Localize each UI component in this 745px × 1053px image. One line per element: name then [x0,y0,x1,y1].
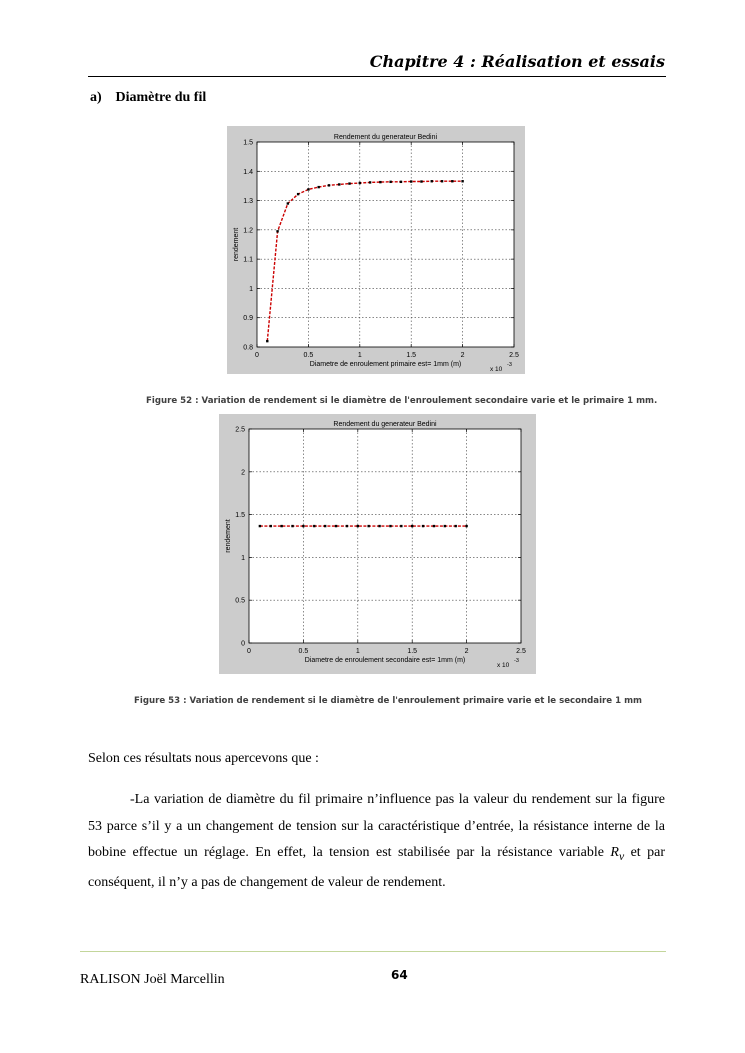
y-tick-label: 1.5 [235,512,245,520]
data-point [369,181,371,183]
data-point [444,525,446,527]
var-subscript: v [618,849,625,863]
x-tick-label: 1 [357,352,362,359]
figure-52-chart [227,126,525,374]
data-point [259,525,261,527]
data-point [465,525,467,527]
data-point [335,525,337,527]
data-point [455,525,457,527]
data-point [280,525,282,527]
data-point [433,525,435,527]
y-tick-label: 0.8 [243,344,253,352]
data-point [324,525,326,527]
x-tick-label: 2.5 [516,648,526,655]
x-tick-label: 1.5 [407,648,418,655]
data-point [410,180,412,182]
x-tick-label: 1 [355,648,360,655]
x-tick-label: 2 [460,352,465,359]
data-point [422,525,424,527]
y-tick-label: 1 [249,285,253,293]
y-tick-label: 2.5 [235,426,245,434]
data-point [441,180,443,182]
x-multiplier-exponent: -3 [514,658,519,664]
footer-author: RALISON Joël Marcellin [80,972,225,987]
data-point [291,525,293,527]
chart-title: Rendement du generateur Bedini [333,421,437,428]
y-axis-label: rendement [233,227,240,262]
data-point [389,525,391,527]
data-point [338,183,340,185]
y-tick-label: 1.2 [243,227,253,235]
data-point [307,188,309,190]
data-point [359,182,361,184]
data-point [461,180,463,182]
x-tick-label: 2 [464,648,469,655]
x-tick-label: 0.5 [298,648,309,655]
data-point [266,340,268,342]
data-point [411,525,413,527]
chart-1-svg [227,126,525,374]
data-point [348,182,350,184]
section-label: a) [90,90,102,105]
plot-area [249,429,521,643]
page-header-title: Chapitre 4 : Réalisation et essais [369,52,665,71]
data-point [367,525,369,527]
data-point [317,186,319,188]
footer-divider [80,951,666,952]
y-tick-label: 1.5 [243,139,253,147]
data-point [297,193,299,195]
y-tick-label: 2 [241,469,245,477]
y-tick-label: 1.3 [243,198,253,206]
data-point [346,525,348,527]
x-tick-label: 2.5 [509,352,519,359]
data-point [451,180,453,182]
page-number: 64 [391,968,408,982]
paragraph-text-end: et par conséquent, il n’y a pas de changement de valeur de rendement. [88,845,665,891]
y-tick-label: 0.9 [243,315,253,323]
data-point [378,525,380,527]
data-point [313,525,315,527]
x-tick-label: 1.5 [406,352,417,359]
chart-title: Rendement du generateur Bedini [333,134,438,141]
paragraph-text-start: -La variation de diamètre du fil primaire n’influence pas la valeur du rendement sur la figure 53 parce s’il y a un changement de tension sur la caractéristique d’entrée, la résistance interne de la bobine effectue un réglage. En effet, la tension est stabilisée par la résistance variable [88,792,665,860]
data-point [420,180,422,182]
data-point [276,230,278,232]
x-multiplier-exponent: -3 [507,362,512,368]
y-tick-label: 0.5 [235,597,245,605]
x-multiplier-label: x 10 [497,662,510,669]
resistance-variable-symbol [610,845,625,863]
y-tick-label: 1.4 [243,168,253,176]
section-heading [90,90,206,106]
x-tick-label: 0.5 [303,352,314,359]
plot-area [257,142,514,347]
x-multiplier-label: x 10 [490,366,503,373]
data-point [400,181,402,183]
chart-2-svg [219,414,536,674]
data-point [389,181,391,183]
header-divider [88,76,666,77]
y-tick-label: 0 [241,640,245,648]
figure-53-chart [219,414,536,674]
x-axis-label: Diametre de enroulement primaire est= 1mm (m) [309,361,462,368]
data-point [270,525,272,527]
x-axis-label: Diametre de enroulement secondaire est= 1mm (m) [304,657,466,664]
data-point [287,202,289,204]
y-axis-label: rendement [225,519,232,553]
body-paragraph [88,787,665,897]
data-point [379,181,381,183]
data-point [400,525,402,527]
figure-52-caption: Figure 52 : Variation de rendement si le diamètre de l'enroulement secondaire varie et le primaire 1 mm. [146,396,658,406]
body-intro: Selon ces résultats nous apercevons que : [88,751,319,766]
data-point [328,184,330,186]
data-point [431,180,433,182]
x-tick-label: 0 [247,648,251,655]
section-title: Diamètre du fil [115,90,207,105]
x-tick-label: 0 [255,352,259,359]
var-symbol: R [610,845,619,860]
y-tick-label: 1.1 [243,256,253,264]
figure-53-caption: Figure 53 : Variation de rendement si le diamètre de l'enroulement primaire varie et le secondaire 1 mm [134,696,642,706]
data-point [302,525,304,527]
data-point [357,525,359,527]
y-tick-label: 1 [241,554,245,562]
